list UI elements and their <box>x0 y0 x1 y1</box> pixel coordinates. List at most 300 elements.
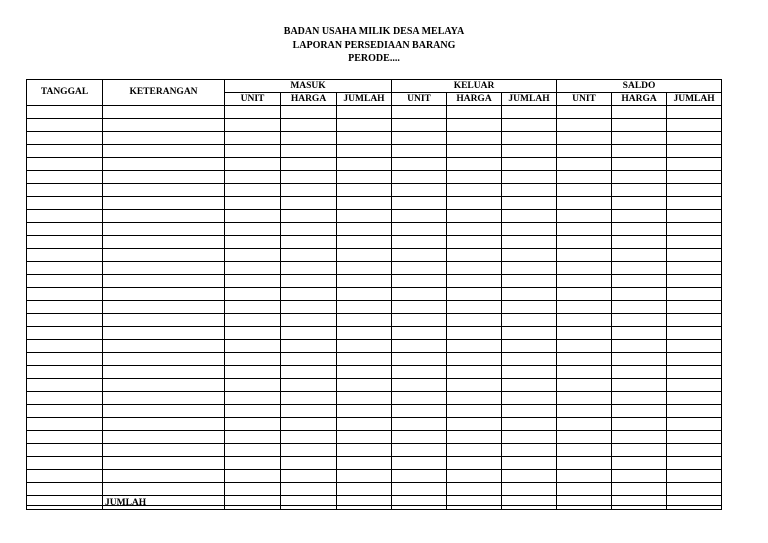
table-cell <box>502 418 557 431</box>
table-cell <box>557 301 612 314</box>
table-cell <box>447 275 502 288</box>
table-cell <box>502 366 557 379</box>
table-cell <box>557 158 612 171</box>
table-cell <box>667 431 722 444</box>
table-cell <box>103 470 225 483</box>
table-row <box>27 184 722 197</box>
table-cell <box>392 470 447 483</box>
table-cell <box>557 470 612 483</box>
table-cell <box>225 327 281 340</box>
table-cell <box>392 301 447 314</box>
table-cell <box>27 184 103 197</box>
table-cell <box>667 392 722 405</box>
table-cell <box>447 197 502 210</box>
table-cell <box>392 145 447 158</box>
table-row <box>27 431 722 444</box>
table-cell <box>281 418 337 431</box>
table-cell <box>447 327 502 340</box>
table-cell <box>447 418 502 431</box>
table-cell <box>281 184 337 197</box>
table-cell <box>502 379 557 392</box>
total-cell <box>557 496 612 510</box>
table-row <box>27 314 722 327</box>
table-cell <box>667 379 722 392</box>
table-cell <box>392 197 447 210</box>
table-cell <box>447 249 502 262</box>
table-cell <box>103 405 225 418</box>
table-cell <box>447 444 502 457</box>
table-cell <box>27 275 103 288</box>
table-cell <box>27 444 103 457</box>
table-cell <box>667 470 722 483</box>
table-cell <box>103 431 225 444</box>
table-cell <box>612 327 667 340</box>
table-cell <box>281 249 337 262</box>
table-cell <box>557 314 612 327</box>
table-cell <box>337 470 392 483</box>
table-row <box>27 223 722 236</box>
table-cell <box>667 197 722 210</box>
table-cell <box>667 262 722 275</box>
table-cell <box>281 392 337 405</box>
table-cell <box>392 106 447 119</box>
table-cell <box>502 444 557 457</box>
table-cell <box>502 106 557 119</box>
table-cell <box>667 405 722 418</box>
table-cell <box>225 457 281 470</box>
table-cell <box>612 223 667 236</box>
table-cell <box>281 288 337 301</box>
table-cell <box>225 431 281 444</box>
table-cell <box>225 301 281 314</box>
table-cell <box>337 483 392 496</box>
table-cell <box>225 405 281 418</box>
table-cell <box>281 197 337 210</box>
table-cell <box>103 340 225 353</box>
table-cell <box>337 405 392 418</box>
table-cell <box>27 431 103 444</box>
table-cell <box>103 418 225 431</box>
header-keterangan: KETERANGAN <box>103 80 225 106</box>
table-cell <box>612 132 667 145</box>
table-row <box>27 119 722 132</box>
table-cell <box>225 470 281 483</box>
table-cell <box>447 379 502 392</box>
table-cell <box>103 444 225 457</box>
table-cell <box>667 327 722 340</box>
table-cell <box>667 236 722 249</box>
table-cell <box>447 171 502 184</box>
table-cell <box>225 249 281 262</box>
header-saldo: SALDO <box>557 80 722 93</box>
table-cell <box>392 366 447 379</box>
table-cell <box>103 223 225 236</box>
table-row <box>27 236 722 249</box>
keluar-harga: HARGA <box>447 93 502 106</box>
table-cell <box>667 275 722 288</box>
bottom-rule <box>26 505 721 506</box>
table-cell <box>502 184 557 197</box>
table-cell <box>103 327 225 340</box>
table-cell <box>225 418 281 431</box>
table-cell <box>557 223 612 236</box>
table-cell <box>27 249 103 262</box>
table-cell <box>667 418 722 431</box>
table-cell <box>557 249 612 262</box>
table-row <box>27 353 722 366</box>
table-row <box>27 444 722 457</box>
table-cell <box>225 379 281 392</box>
table-cell <box>27 288 103 301</box>
table-cell <box>27 314 103 327</box>
table-cell <box>667 353 722 366</box>
table-cell <box>392 405 447 418</box>
table-cell <box>557 418 612 431</box>
table-row <box>27 457 722 470</box>
table-cell <box>612 366 667 379</box>
table-cell <box>225 197 281 210</box>
table-cell <box>281 106 337 119</box>
table-cell <box>612 236 667 249</box>
table-cell <box>281 262 337 275</box>
table-row <box>27 301 722 314</box>
report-title: LAPORAN PERSEDIAAN BARANG <box>292 40 456 51</box>
table-cell <box>337 132 392 145</box>
table-cell <box>27 366 103 379</box>
table-cell <box>557 288 612 301</box>
table-cell <box>392 327 447 340</box>
header-keluar: KELUAR <box>392 80 557 93</box>
table-row <box>27 249 722 262</box>
table-cell <box>612 262 667 275</box>
table-cell <box>612 431 667 444</box>
table-cell <box>27 483 103 496</box>
table-cell <box>502 197 557 210</box>
table-cell <box>667 444 722 457</box>
table-cell <box>281 301 337 314</box>
table-cell <box>27 392 103 405</box>
table-cell <box>103 262 225 275</box>
table-cell <box>103 119 225 132</box>
saldo-unit: UNIT <box>557 93 612 106</box>
table-cell <box>225 171 281 184</box>
table-cell <box>447 106 502 119</box>
table-cell <box>557 366 612 379</box>
table-cell <box>103 353 225 366</box>
table-row <box>27 379 722 392</box>
table-cell <box>447 483 502 496</box>
table-cell <box>447 145 502 158</box>
table-cell <box>281 236 337 249</box>
table-cell <box>667 171 722 184</box>
table-cell <box>27 327 103 340</box>
table-cell <box>502 483 557 496</box>
table-cell <box>502 340 557 353</box>
table-cell <box>225 444 281 457</box>
table-cell <box>27 210 103 223</box>
table-cell <box>225 223 281 236</box>
table-cell <box>27 158 103 171</box>
table-cell <box>103 379 225 392</box>
table-cell <box>281 132 337 145</box>
table-cell <box>667 106 722 119</box>
table-cell <box>281 470 337 483</box>
table-cell <box>557 444 612 457</box>
report-period: PERODE.... <box>348 53 400 64</box>
table-cell <box>502 119 557 132</box>
table-cell <box>447 457 502 470</box>
total-cell <box>281 496 337 510</box>
table-cell <box>612 392 667 405</box>
table-cell <box>225 483 281 496</box>
table-cell <box>281 314 337 327</box>
table-cell <box>557 392 612 405</box>
table-cell <box>281 431 337 444</box>
table-cell <box>392 314 447 327</box>
table-row <box>27 470 722 483</box>
table-row <box>27 158 722 171</box>
table-cell <box>612 210 667 223</box>
table-cell <box>27 197 103 210</box>
table-row <box>27 340 722 353</box>
table-cell <box>337 340 392 353</box>
table-row <box>27 210 722 223</box>
table-cell <box>392 184 447 197</box>
table-cell <box>392 431 447 444</box>
table-cell <box>447 470 502 483</box>
table-row <box>27 197 722 210</box>
table-cell <box>337 197 392 210</box>
table-cell <box>502 132 557 145</box>
table-cell <box>103 210 225 223</box>
total-cell <box>502 496 557 510</box>
table-cell <box>502 288 557 301</box>
table-cell <box>612 444 667 457</box>
table-cell <box>225 145 281 158</box>
table-cell <box>103 106 225 119</box>
table-cell <box>27 379 103 392</box>
table-cell <box>337 314 392 327</box>
table-cell <box>337 145 392 158</box>
table-cell <box>103 314 225 327</box>
table-cell <box>612 288 667 301</box>
table-cell <box>612 145 667 158</box>
table-row <box>27 262 722 275</box>
table-cell <box>502 457 557 470</box>
saldo-harga: HARGA <box>612 93 667 106</box>
table-cell <box>612 184 667 197</box>
table-cell <box>447 223 502 236</box>
table-cell <box>612 340 667 353</box>
table-cell <box>502 327 557 340</box>
table-cell <box>281 444 337 457</box>
table-cell <box>281 223 337 236</box>
table-cell <box>392 483 447 496</box>
table-cell <box>392 418 447 431</box>
table-cell <box>281 379 337 392</box>
table-cell <box>27 418 103 431</box>
table-cell <box>281 340 337 353</box>
table-cell <box>502 275 557 288</box>
total-cell <box>667 496 722 510</box>
table-cell <box>557 236 612 249</box>
table-cell <box>225 158 281 171</box>
table-cell <box>502 223 557 236</box>
table-cell <box>447 301 502 314</box>
table-row <box>27 327 722 340</box>
table-cell <box>667 158 722 171</box>
table-cell <box>502 171 557 184</box>
table-cell <box>27 457 103 470</box>
table-cell <box>337 106 392 119</box>
total-cell <box>27 496 103 510</box>
table-cell <box>612 405 667 418</box>
table-cell <box>557 132 612 145</box>
table-cell <box>667 314 722 327</box>
table-cell <box>27 106 103 119</box>
table-cell <box>337 418 392 431</box>
table-cell <box>225 392 281 405</box>
table-cell <box>337 184 392 197</box>
masuk-jumlah: JUMLAH <box>337 93 392 106</box>
table-cell <box>667 366 722 379</box>
table-cell <box>502 158 557 171</box>
table-cell <box>502 431 557 444</box>
table-cell <box>103 184 225 197</box>
table-cell <box>447 353 502 366</box>
table-cell <box>103 171 225 184</box>
table-cell <box>612 171 667 184</box>
table-cell <box>337 119 392 132</box>
table-cell <box>337 301 392 314</box>
total-cell <box>392 496 447 510</box>
table-cell <box>667 457 722 470</box>
table-cell <box>225 106 281 119</box>
table-cell <box>392 223 447 236</box>
total-cell <box>447 496 502 510</box>
table-cell <box>281 366 337 379</box>
table-cell <box>502 145 557 158</box>
table-cell <box>447 288 502 301</box>
table-cell <box>281 457 337 470</box>
table-cell <box>557 379 612 392</box>
table-cell <box>667 145 722 158</box>
table-cell <box>557 119 612 132</box>
masuk-harga: HARGA <box>281 93 337 106</box>
table-cell <box>103 457 225 470</box>
table-cell <box>447 262 502 275</box>
table-cell <box>281 327 337 340</box>
table-cell <box>612 483 667 496</box>
table-cell <box>447 314 502 327</box>
table-cell <box>557 327 612 340</box>
table-cell <box>103 366 225 379</box>
table-cell <box>103 249 225 262</box>
table-cell <box>27 132 103 145</box>
table-cell <box>337 275 392 288</box>
table-cell <box>337 249 392 262</box>
table-cell <box>281 275 337 288</box>
table-cell <box>27 145 103 158</box>
table-cell <box>225 288 281 301</box>
table-cell <box>392 392 447 405</box>
table-cell <box>392 288 447 301</box>
table-cell <box>667 210 722 223</box>
table-cell <box>502 301 557 314</box>
table-row <box>27 418 722 431</box>
table-row <box>27 483 722 496</box>
table-cell <box>447 405 502 418</box>
table-cell <box>447 210 502 223</box>
saldo-jumlah: JUMLAH <box>667 93 722 106</box>
table-cell <box>502 249 557 262</box>
table-cell <box>667 119 722 132</box>
table-cell <box>447 184 502 197</box>
table-cell <box>337 158 392 171</box>
table-cell <box>447 392 502 405</box>
table-cell <box>502 392 557 405</box>
table-cell <box>225 210 281 223</box>
table-cell <box>447 119 502 132</box>
table-row <box>27 392 722 405</box>
table-row <box>27 366 722 379</box>
table-row <box>27 405 722 418</box>
table-cell <box>557 106 612 119</box>
table-cell <box>502 470 557 483</box>
table-cell <box>612 353 667 366</box>
table-cell <box>612 249 667 262</box>
table-cell <box>392 171 447 184</box>
table-cell <box>667 132 722 145</box>
table-cell <box>667 288 722 301</box>
table-cell <box>103 392 225 405</box>
total-label: JUMLAH <box>103 496 225 510</box>
table-cell <box>27 236 103 249</box>
table-cell <box>502 353 557 366</box>
table-cell <box>225 340 281 353</box>
table-row <box>27 171 722 184</box>
table-cell <box>392 119 447 132</box>
table-cell <box>337 262 392 275</box>
table-cell <box>337 392 392 405</box>
table-cell <box>27 405 103 418</box>
table-cell <box>667 301 722 314</box>
table-cell <box>612 119 667 132</box>
table-cell <box>557 171 612 184</box>
table-cell <box>337 444 392 457</box>
table-row <box>27 106 722 119</box>
table-cell <box>392 340 447 353</box>
table-cell <box>612 314 667 327</box>
table-cell <box>281 158 337 171</box>
table-cell <box>27 223 103 236</box>
table-cell <box>557 210 612 223</box>
table-cell <box>27 353 103 366</box>
total-row <box>27 496 722 510</box>
table-cell <box>337 327 392 340</box>
table-cell <box>392 275 447 288</box>
table-cell <box>225 353 281 366</box>
table-row <box>27 275 722 288</box>
table-cell <box>281 171 337 184</box>
table-cell <box>502 236 557 249</box>
table-cell <box>667 249 722 262</box>
table-cell <box>557 483 612 496</box>
table-cell <box>612 418 667 431</box>
table-cell <box>392 158 447 171</box>
table-cell <box>557 353 612 366</box>
table-cell <box>392 236 447 249</box>
